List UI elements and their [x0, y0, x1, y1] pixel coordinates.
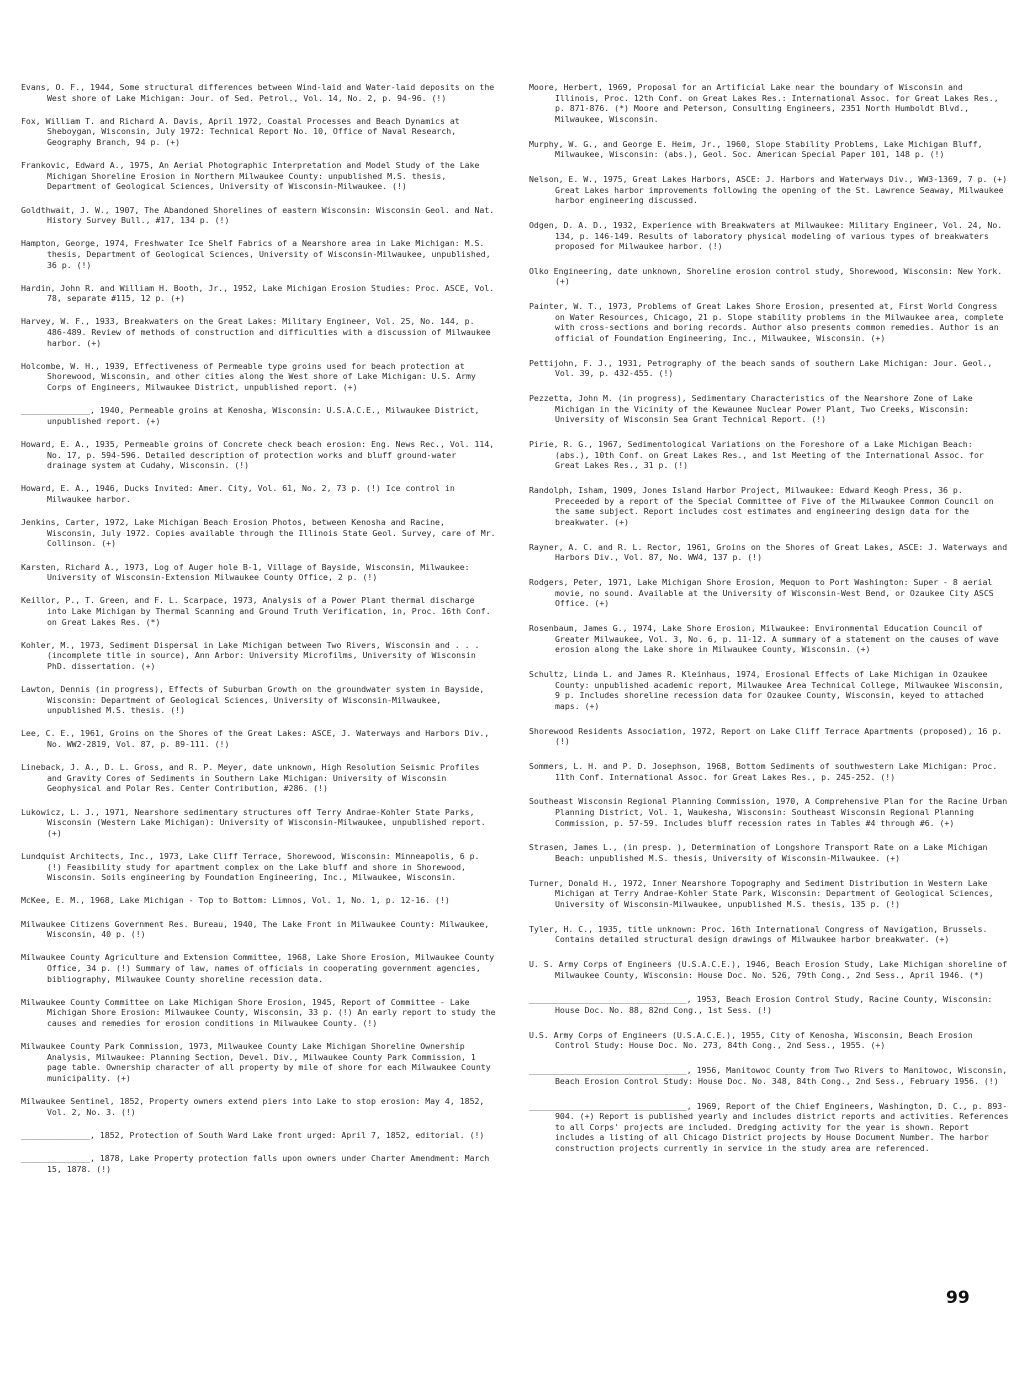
citation: Rosenbaum, James G., 1974, Lake Shore Erosion, Milwaukee: Environmental Education Council of Greater Milwaukee, Vol. 3, No. 6, p. 11-12. A summary of a statement on the causes of wave erosion along the Lake shore in Milwaukee County, Wisconsin. (+)	[529, 623, 999, 655]
citation: Lawton, Dennis (in progress), Effects of Suburban Growth on the groundwater system in Bayside, Wisconsin: Department of Geological Sciences, University of Wisconsin-Milwaukee, unpublished M.S. thesis. (!)	[21, 684, 485, 716]
citation: Tyler, H. C., 1935, title unknown: Proc. 16th International Congress of Navigation, Brussels. Contains detailed structural design drawings of Milwaukee harbor breakwater. (+)	[529, 923, 988, 945]
citation: U.S. Army Corps of Engineers (U.S.A.C.E.), 1955, City of Kenosha, Wisconsin, Beach Erosion Control Study: House Doc. No. 273, 84th Cong., 2nd Sess., 1955. (+)	[529, 1029, 973, 1051]
citation: Lineback, J. A., D. L. Gross, and R. P. Meyer, date unknown, High Resolution Seismic Profiles and Gravity Cores of Sediments in Southern Lake Michigan: University of Wisconsin Geophysical and Polar Res. Center Contribution, #286. (!)	[21, 762, 480, 794]
citation: Randolph, Isham, 1909, Jones Island Harbor Project, Milwaukee: Edward Keogh Press, 36 p. Preceeded by a report of the Special Committee of Five of the Milwaukee Common Council on the same subject. Report includes cost estimates and engineering design data for the breakwater. (+)	[529, 485, 994, 527]
bibliography-left-column	[21, 82, 499, 1187]
citation: Milwaukee County Agriculture and Extension Committee, 1968, Lake Shore Erosion, Milwaukee County Office, 34 p. (!) Summary of law, names of officials in cooperating government agencies, bibliography, Milwaukee County shoreline recession data.	[21, 952, 495, 984]
citation: Goldthwait, J. W., 1907, The Abandoned Shorelines of eastern Wisconsin: Wisconsin Geol. and Nat. History Survey Bull., #17, 134 p. (!)	[21, 204, 495, 226]
citation: Harvey, W. F., 1933, Breakwaters on the Great Lakes: Military Engineer, Vol. 25, No. 144, p. 486-489. Review of methods of construction and difficulties with a discussion of Milwaukee harbor. (+)	[21, 316, 491, 348]
citation: McKee, E. M., 1968, Lake Michigan - Top to Bottom: Limnos, Vol. 1, No. 1, p. 12-16. (!)	[21, 895, 450, 906]
citation: Lee, C. E., 1961, Groins on the Shores of the Great Lakes: ASCE, J. Waterways and Harbors Div., No. WW2-2819, Vol. 87, p. 89-111. (!)	[21, 728, 490, 750]
page-number: 99	[946, 1288, 970, 1308]
citation: Milwaukee Citizens Government Res. Bureau, 1940, The Lake Front in Milwaukee County: Milwaukee, Wisconsin, 40 p. (!)	[21, 918, 490, 940]
citation: ______________, 1940, Permeable groins at Kenosha, Wisconsin: U.S.A.C.E., Milwaukee District, unpublished report. (+)	[21, 405, 480, 426]
citation: Turner, Donald H., 1972, Inner Nearshore Topography and Sediment Distribution in Western Lake Michigan at Terry Andrae-Kohler State Park, Wisconsin: Department of Geological Sciences, University of Wisconsin-Milwaukee, unpublished M.S. thesis, 135 p. (!)	[529, 877, 994, 909]
citation: Schultz, Linda L. and James R. Kleinhaus, 1974, Erosional Effects of Lake Michigan in Ozaukee County: unpublished academic report, Milwaukee Area Technical College, Milwaukee Wisconsin, 9 p. Includes shoreline recession data for Ozaukee County, Wisconsin, keyed to attached maps. (+)	[529, 669, 1004, 711]
citation: Pirie, R. G., 1967, Sedimentological Variations on the Foreshore of a Lake Michigan Beach: (abs.), 10th Conf. on Great Lakes Res., and 1st Meeting of the International Assoc. for Great Lakes Res., 31 p. (!)	[529, 439, 984, 471]
citation: Murphy, W. G., and George E. Heim, Jr., 1960, Slope Stability Problems, Lake Michigan Bluff, Milwaukee, Wisconsin: (abs.), Geol. Soc. American Special Paper 101, 148 p. (!)	[529, 138, 983, 160]
bibliography-right-column	[529, 82, 1009, 1168]
citation: Painter, W. T., 1973, Problems of Great Lakes Shore Erosion, presented at, First World Congress on Water Resources, Chicago, 21 p. Slope stability problems in the Milwaukee area, complete with cross-sections and boring records. Author also presents common remedies. Author is an official of Foundation Engineering, Inc., Milwaukee, Wisconsin. (+)	[529, 301, 1004, 344]
citation: Holcombe, W. H., 1939, Effectiveness of Permeable type groins used for beach protection at Shorewood, Wisconsin, and other cities along the West shore of Lake Michigan: U.S. Army Corps of Engineers, Milwaukee District, unpublished report. (+)	[21, 360, 476, 393]
citation: Olko Engineering, date unknown, Shoreline erosion control study, Shorewood, Wisconsin: New York. (+)	[529, 265, 1003, 287]
citation: Nelson, E. W., 1975, Great Lakes Harbors, ASCE: J. Harbors and Waterways Div., WW3-1369, 7 p. (+) Great Lakes harbor improvements following the opening of the St. Lawrence Seaway, Milwaukee harbor engineering discussed.	[529, 173, 1008, 206]
citation: Keillor, P., T. Green, and F. L. Scarpace, 1973, Analysis of a Power Plant thermal discharge into Lake Michigan by Thermal Scanning and Ground Truth Verification, in, Proc. 16th Conf. on Great Lakes Res. (*)	[21, 595, 491, 627]
citation: ______________, 1852, Protection of South Ward Lake front urged: April 7, 1852, editorial. (!)	[21, 1129, 485, 1140]
citation: Jenkins, Carter, 1972, Lake Michigan Beach Erosion Photos, between Kenosha and Racine, Wisconsin, July 1972. Copies available through the Illinois State Geol. Survey, care of Mr. Collinson. (+)	[21, 517, 496, 549]
citation: Howard, E. A., 1935, Permeable groins of Concrete check beach erosion: Eng. News Rec., Vol. 114, No. 17, p. 594-596. Detailed description of protection works and bluff ground-water drainage system at Cudahy, Wisconsin. (!)	[21, 439, 495, 471]
citation: Rodgers, Peter, 1971, Lake Michigan Shore Erosion, Mequon to Port Washington: Super - 8 aerial movie, no sound. Available at the University of Wisconsin-West Bend, or Ozaukee City ASCS Office. (+)	[529, 577, 994, 609]
citation: Karsten, Richard A., 1973, Log of Auger hole B-1, Village of Bayside, Wisconsin, Milwaukee: University of Wisconsin-Extension Milwaukee County Office, 2 p. (!)	[21, 561, 470, 583]
citation: Milwaukee County Committee on Lake Michigan Shore Erosion, 1945, Report of Committee - Lake Michigan Shore Erosion: Milwaukee County, Wisconsin, 33 p. (!) An early report to study the causes and remedies for erosion conditions in Milwaukee County. (!)	[21, 996, 496, 1028]
citation: Hardin, John R. and William H. Booth, Jr., 1952, Lake Michigan Erosion Studies: Proc. ASCE, Vol. 78, separate #115, 12 p. (+)	[21, 282, 495, 304]
citation: Kohler, M., 1973, Sediment Dispersal in Lake Michigan between Two Rivers, Wisconsin and . . . (incomplete title in source), Ann Arbor: University Microfilms, University of Wisconsin PhD. dissertation. (+)	[21, 639, 480, 671]
citation: Milwaukee County Park Commission, 1973, Milwaukee County Lake Michigan Shoreline Ownership Analysis, Milwaukee: Planning Section, Devel. Div., Milwaukee County Park Commission, 1 page table. Ownership character of all property by mile of shore for each Milwaukee County municipality. (+)	[21, 1041, 491, 1083]
citation: Strasen, James L., (in presp. ), Determination of Longshore Transport Rate on a Lake Michigan Beach: unpublished M.S. thesis, University of Wisconsin-Milwaukee. (+)	[529, 842, 988, 863]
citation: Odgen, D. A. D., 1932, Experience with Breakwaters at Milwaukee: Military Engineer, Vol. 24, No. 134, p. 146-149. Results of laboratory physical modeling of various types of breakwaters proposed for Milwaukee harbor. (!)	[529, 219, 1003, 252]
citation: Milwaukee Sentinel, 1852, Property owners extend piers into Lake to stop erosion: May 4, 1852, Vol. 2, No. 3. (!)	[21, 1096, 485, 1117]
citation: Shorewood Residents Association, 1972, Report on Lake Cliff Terrace Apartments (proposed), 16 p. (!)	[529, 725, 1003, 747]
citation: U. S. Army Corps of Engineers (U.S.A.C.E.), 1946, Beach Erosion Study, Lake Michigan shoreline of Milwaukee County, Wisconsin: House Doc. No. 526, 79th Cong., 2nd Sess., April 1946. (*)	[529, 959, 1008, 980]
citation: Sommers, L. H. and P. D. Josephson, 1968, Bottom Sediments of southwestern Lake Michigan: Proc. 11th Conf. International Assoc. for Great Lakes Res., p. 245-252. (!)	[529, 760, 998, 782]
citation: Lundquist Architects, Inc., 1973, Lake Cliff Terrace, Shorewood, Wisconsin: Minneapolis, 6 p. (!) Feasibility study for apartment complex on the Lake bluff and shore in Shorewood, Wisconsin. Soils engineering by Foundation Engineering, Inc., Milwaukee, Wisconsin.	[21, 850, 480, 883]
citation: Fox, William T. and Richard A. Davis, April 1972, Coastal Processes and Beach Dynamics at Sheboygan, Wisconsin, July 1972: Technical Report No. 10, Office of Naval Research, Geography Branch, 94 p. (+)	[21, 115, 460, 147]
citation: Evans, O. F., 1944, Some structural differences between Wind-laid and Water-laid deposits on the West shore of Lake Michigan: Jour. of Sed. Petrol., Vol. 14, No. 2, p. 94-96. (!)	[21, 82, 495, 103]
citation: ______________, 1878, Lake Property protection falls upon owners under Charter Amendment: March 15, 1878. (!)	[21, 1153, 490, 1174]
citation: Frankovic, Edward A., 1975, An Aerial Photographic Interpretation and Model Study of the Lake Michigan Shoreline Erosion in Northern Milwaukee County: unpublished M.S. thesis, Department of Geological Sciences, University of Wisconsin-Milwaukee. (!)	[21, 160, 480, 192]
citation: Moore, Herbert, 1969, Proposal for an Artificial Lake near the boundary of Wisconsin and Illinois, Proc. 12th Conf. on Great Lakes Res.: International Assoc. for Great Lakes Res., p. 871-876. (*) Moore and Peterson, Consulting Engineers, 2351 North Humboldt Blvd., Milwaukee, Wisconsin.	[529, 82, 999, 124]
citation: Lukowicz, L. J., 1971, Nearshore sedimentary structures off Terry Andrae-Kohler State Parks, Wisconsin (Western Lake Michigan): University of Wisconsin-Milwaukee, unpublished report. (+)	[21, 806, 486, 838]
citation: Howard, E. A., 1946, Ducks Invited: Amer. City, Vol. 61, No. 2, 73 p. (!) Ice control in Milwaukee harbor.	[21, 483, 455, 504]
citation: Southeast Wisconsin Regional Planning Commission, 1970, A Comprehensive Plan for the Racine Urban Planning District, Vol. 1, Waukesha, Wisconsin: Southeast Wisconsin Regional Planning Commission, p. 57-59. Includes bluff recession rates in Tables #4 through #6. (+)	[529, 796, 1008, 828]
citation: Hampton, George, 1974, Freshwater Ice Shelf Fabrics of a Nearshore area in Lake Michigan: M.S. thesis, Department of Geological Sciences, University of Wisconsin-Milwaukee, unpublished, 36 p. (!)	[21, 238, 491, 270]
citation: Rayner, A. C. and R. L. Rector, 1961, Groins on the Shores of Great Lakes, ASCE: J. Waterways and Harbors Div., Vol. 87, No. WW4, 137 p. (!)	[529, 541, 1008, 563]
citation: ________________________________, 1953, Beach Erosion Control Study, Racine County, Wisconsin: House Doc. No. 88, 82nd Cong., 1st Sess. (!)	[529, 994, 993, 1015]
citation: Pettijohn, F. J., 1931, Petrography of the beach sands of southern Lake Michigan: Jour. Geol., Vol. 39, p. 432-455. (!)	[529, 357, 993, 379]
citation: Pezzetta, John M. (in progress), Sedimentary Characteristics of the Nearshore Zone of Lake Michigan in the Vicinity of the Kewaunee Nuclear Power Plant, Two Creeks, Wisconsin: University of Wisconsin Sea Grant Technical Report. (!)	[529, 393, 973, 425]
citation: ________________________________, 1969, Report of the Chief Engineers, Washington, D. C., p. 893-904. (+) Report is published yearly and includes district reports and activities. References to all Corps' projects are included. Dredging activity for the year is shown. Report includes a listing of all Chicago District projects by House Document Number. The harbor construction projects currently in service in the study area are referenced.	[529, 1100, 1009, 1153]
citation: ________________________________, 1956, Manitowoc County from Two Rivers to Manitowoc, Wisconsin, Beach Erosion Control Study: House Doc. No. 348, 84th Cong., 2nd Sess., February 1956. (!)	[529, 1065, 1008, 1086]
